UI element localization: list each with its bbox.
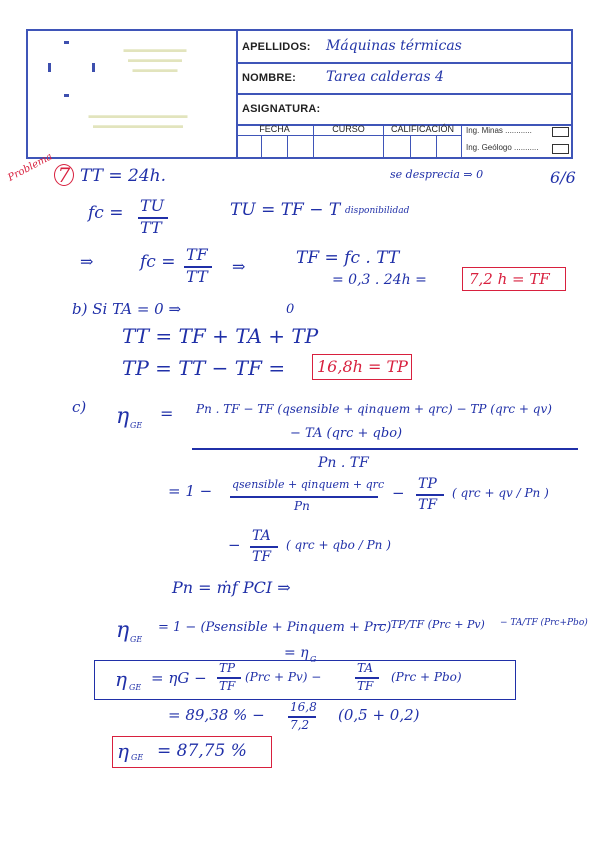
boxed-eq-a: = ηG − (151, 669, 207, 687)
boxed-ta-den: TF (357, 679, 374, 693)
score: 6/6 (550, 168, 576, 187)
ing-geologo-label: Ing. Geólogo ........... (466, 143, 539, 152)
final-result: = 87,75 % (157, 741, 247, 761)
ing-geologo-checkbox[interactable] (552, 144, 569, 154)
fc2-lhs: fc = (140, 252, 176, 272)
num-frac-den: 7,2 (290, 718, 310, 732)
fc2-num: TF (186, 245, 208, 264)
curso-label: CURSO (314, 124, 383, 136)
apellidos-value: Máquinas térmicas (326, 38, 462, 54)
asignatura-row (236, 93, 571, 126)
big-eq-b: − TP/TF (Prc + Pv) (378, 618, 485, 631)
eta-symbol-4: η (117, 739, 129, 763)
fc-num: TU (140, 196, 165, 215)
tp-frac-num: TP (418, 476, 437, 492)
nombre-label: NOMBRE: (242, 72, 296, 84)
ge-subscript-4: GE (131, 753, 144, 762)
eq-g: = η (284, 645, 309, 661)
equals-1: = (160, 404, 174, 423)
ing-minas-label: Ing. Minas ............ (466, 126, 532, 135)
num-paren: (0,5 + 0,2) (338, 706, 420, 724)
tf-calc: = 0,3 . 24h = (332, 272, 427, 288)
numeric-line: = 89,38 % − (168, 706, 265, 724)
c-numerator-1: Pn . TF − TF (qsensible + qinquem + qrc) − TP (qrc + qv) (196, 402, 552, 416)
pn-equation: Pn = ṁf PCI ⇒ (172, 578, 291, 597)
tt-sum: TT = TF + TA + TP (122, 324, 319, 348)
grade-grid (236, 124, 571, 157)
part-b-heading: b) Si TA = 0 ⇒ (72, 300, 182, 318)
asignatura-label: ASIGNATURA: (242, 103, 321, 115)
tf-result-box (462, 267, 566, 291)
tu-subscript: disponibilidad (345, 206, 410, 216)
fc-den: TT (140, 218, 162, 237)
fc2-den: TT (186, 267, 208, 286)
tp-result: 16,8h = TP (317, 357, 408, 376)
calificacion-label: CALIFICACIÓN (384, 124, 461, 136)
boxed-tp-num: TP (219, 661, 236, 675)
c-frac-num: qsensible + qinquem + qrc (232, 478, 385, 491)
university-logo: ▬▬▬▬▬▬▬ ▬▬▬▬▬▬ ▬▬▬▬▬ ▬▬▬▬▬▬▬▬▬▬▬ ▬▬▬▬▬▬▬▬▬▬ (28, 31, 238, 157)
apellidos-label: APELLIDOS: (242, 41, 311, 53)
key-equation-box (94, 660, 516, 700)
fc-lhs: fc = (88, 203, 124, 223)
tp-frac-den: TF (418, 497, 438, 513)
tp-result-box (312, 354, 412, 380)
arrow-2: ⇒ (232, 257, 246, 276)
ge-subscript-2: GE (130, 635, 143, 644)
eta-symbol: η (116, 404, 130, 429)
ge-subscript: GE (130, 421, 143, 430)
paren-2: ( qrc + qbo / Pn ) (286, 538, 391, 552)
tt-value: TT = 24h. (80, 166, 167, 186)
tu-equation: TU = TF − T (230, 200, 341, 220)
c-denominator: Pn . TF (318, 455, 369, 471)
c-frac-den: Pn (294, 499, 310, 513)
big-eq-a: = 1 − (Psensible + Pinquem + Prc) (158, 620, 392, 635)
boxed-eq-b: (Prc + Pv) − (245, 670, 322, 684)
arrow-1: ⇒ (80, 252, 94, 271)
ta-frac-den: TF (252, 549, 272, 565)
ing-minas-checkbox[interactable] (552, 127, 569, 137)
tp-equation: TP = TT − TF = (122, 356, 286, 380)
big-eq-c: − TA/TF (Prc+Pbo) (500, 618, 588, 628)
apellidos-row (236, 31, 571, 64)
header-form (26, 29, 573, 159)
part-c-heading: c) (72, 398, 87, 416)
final-result-box (112, 736, 272, 768)
problem-tag: Problema (6, 151, 55, 184)
fecha-label: FECHA (236, 124, 313, 136)
c-line3-minus: − (228, 536, 241, 554)
num-frac-num: 16,8 (290, 700, 317, 714)
g-subscript: G (310, 655, 317, 664)
ta-frac-num: TA (252, 528, 271, 544)
tf-result: 7,2 h = TF (469, 270, 550, 288)
eta-symbol-3: η (115, 667, 127, 691)
boxed-ta-num: TA (357, 661, 374, 675)
nombre-value: Tarea calderas 4 (326, 69, 444, 85)
boxed-eq-c: (Prc + Pbo) (391, 670, 462, 684)
nombre-row (236, 62, 571, 95)
c-numerator-2: − TA (qrc + qbo) (290, 426, 403, 441)
tf-equation: TF = fc . TT (296, 248, 400, 268)
ge-subscript-3: GE (129, 683, 142, 692)
problem-number: 7 (54, 164, 74, 186)
eta-symbol-2: η (116, 618, 130, 643)
paren-1: ( qrc + qv / Pn ) (452, 486, 549, 500)
ta-zero: 0 (286, 302, 295, 317)
boxed-tp-den: TF (219, 679, 236, 693)
c-line2-lead: = 1 − (168, 482, 213, 500)
negligible-note: se desprecia ⇒ 0 (390, 168, 484, 181)
c-minus-tp: − (392, 484, 405, 502)
